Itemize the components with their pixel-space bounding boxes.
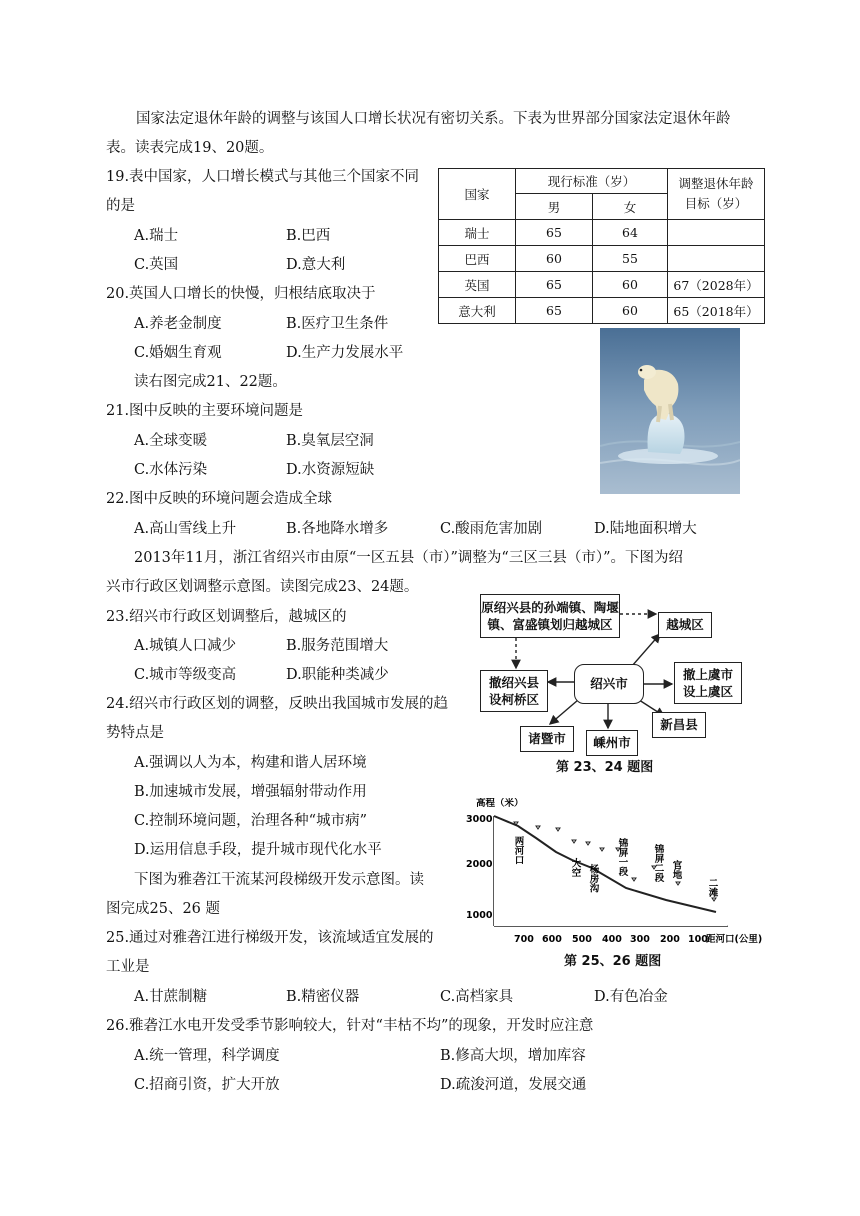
q25-option-d[interactable]: D.有色冶金: [594, 989, 668, 1005]
table-row: [439, 246, 765, 272]
station-guandi: 官地: [670, 860, 682, 879]
q22-option-d[interactable]: D.陆地面积增大: [594, 521, 697, 537]
intro25-line2: 图完成25、26 题: [106, 901, 221, 917]
intro-line2: 表。读表完成19、20题。: [106, 140, 274, 156]
cell-country: 意大利: [439, 298, 516, 324]
th-target: [668, 169, 765, 220]
table-row: [439, 298, 765, 324]
cell-country: 瑞士: [439, 220, 516, 246]
th-female: 女: [593, 194, 668, 220]
q22-stem: 22.图中反映的环境问题会造成全球: [106, 491, 333, 507]
q19-option-c[interactable]: C.英国: [134, 257, 179, 273]
q23-option-d[interactable]: D.职能种类减少: [286, 667, 389, 683]
figure-caption-23-24: 第 23、24 题图: [556, 760, 654, 775]
polar-bear-on-ice-photo: [600, 328, 740, 494]
cell-female: 55: [593, 246, 668, 272]
q19-stem: 19.表中国家，人口增长模式与其他三个国家不同: [106, 169, 420, 185]
box-transfer-towns: [480, 594, 620, 638]
xtick: 300: [630, 934, 650, 945]
station-jinping-1: 锦屏一段: [616, 838, 628, 876]
cell-target: 65（2018年）: [668, 298, 765, 324]
cell-female: 60: [593, 272, 668, 298]
ytick: 3000: [466, 814, 493, 825]
q24-stem: 24.绍兴市行政区划的调整，反映出我国城市发展的趋: [106, 696, 449, 712]
retirement-age-table: [438, 168, 765, 324]
q20-option-a[interactable]: A.养老金制度: [134, 316, 222, 332]
xtick: 200: [660, 934, 680, 945]
station-ertan: 二滩: [706, 878, 718, 897]
q21-option-a[interactable]: A.全球变暖: [134, 433, 208, 449]
q21-option-d[interactable]: D.水资源短缺: [286, 462, 375, 478]
q22-option-b[interactable]: B.各地降水增多: [286, 521, 389, 537]
th-current-standard: 现行标准（岁）: [516, 169, 668, 194]
box-shaoxing-city: 绍兴市: [574, 664, 644, 704]
cell-male: 60: [516, 246, 593, 272]
q26-option-a[interactable]: A.统一管理，科学调度: [134, 1048, 280, 1064]
shaoxing-admin-diagram: [470, 588, 770, 773]
q24-stem-cont: 势特点是: [106, 725, 164, 741]
q23-option-a[interactable]: A.城镇人口减少: [134, 638, 237, 654]
xtick: 500: [572, 934, 592, 945]
cell-female: 60: [593, 298, 668, 324]
q20-option-d[interactable]: D.生产力发展水平: [286, 345, 404, 361]
th-male: 男: [516, 194, 593, 220]
q19-option-a[interactable]: A.瑞士: [134, 228, 179, 244]
q25-option-b[interactable]: B.精密仪器: [286, 989, 360, 1005]
q20-stem: 20.英国人口增长的快慢，归根结底取决于: [106, 286, 376, 302]
station-dakong: 大空: [569, 858, 581, 877]
q21-option-b[interactable]: B.臭氧层空洞: [286, 433, 374, 449]
box-shengzhou: 嵊州市: [586, 730, 638, 756]
q26-option-d[interactable]: D.疏浚河道，发展交通: [440, 1077, 587, 1093]
intro23-line2: 兴市行政区划调整示意图。读图完成23、24题。: [106, 579, 419, 595]
cell-female: 64: [593, 220, 668, 246]
intro-line1: 国家法定退休年龄的调整与该国人口增长状况有密切关系。下表为世界部分国家法定退休年龄: [136, 111, 731, 127]
th-country: 国家: [439, 169, 516, 220]
q26-option-c[interactable]: C.招商引资，扩大开放: [134, 1077, 280, 1093]
yalong-river-profile: [466, 798, 766, 948]
box-keqiao-line1: 撤绍兴县: [488, 674, 539, 690]
read-instruction-21-22: 读右图完成21、22题。: [134, 374, 287, 390]
cell-male: 65: [516, 272, 593, 298]
box-keqiao: [480, 670, 548, 712]
cell-male: 65: [516, 220, 593, 246]
q20-option-b[interactable]: B.医疗卫生条件: [286, 316, 389, 332]
box-keqiao-line2: 设柯桥区: [488, 692, 539, 707]
cell-target: [668, 220, 765, 246]
ytick: 1000: [466, 910, 493, 921]
q19-option-b[interactable]: B.巴西: [286, 228, 331, 244]
cell-country: 巴西: [439, 246, 516, 272]
ylabel: 高程（米）: [476, 798, 524, 809]
figure-caption-25-26: 第 25、26 题图: [564, 954, 662, 969]
q23-stem: 23.绍兴市行政区划调整后，越城区的: [106, 609, 347, 625]
box-shangyu-line1: 撤上虞市: [682, 666, 733, 682]
table-row: [439, 220, 765, 246]
q26-option-b[interactable]: B.修高大坝，增加库容: [440, 1048, 586, 1064]
xtick: 400: [602, 934, 622, 945]
th-target-line2: 目标（岁）: [684, 196, 748, 211]
xlabel: 距河口(公里): [706, 934, 763, 945]
q25-stem-cont: 工业是: [106, 959, 150, 975]
q24-option-d[interactable]: D.运用信息手段，提升城市现代化水平: [134, 842, 382, 858]
ytick: 2000: [466, 859, 493, 870]
station-jinping-2: 锦屏二段: [652, 844, 664, 882]
q23-option-c[interactable]: C.城市等级变高: [134, 667, 237, 683]
box-yuecheng: 越城区: [658, 612, 712, 638]
q25-stem: 25.通过对雅砻江进行梯级开发，该流域适宜发展的: [106, 930, 434, 946]
cell-male: 65: [516, 298, 593, 324]
station-lianghekou: 两河口: [512, 836, 524, 865]
th-target-line1: 调整退休年龄: [678, 176, 754, 191]
q25-option-a[interactable]: A.甘蔗制糖: [134, 989, 208, 1005]
box-shangyu-line2: 设上虞区: [682, 684, 733, 699]
q19-stem-cont: 的是: [106, 198, 135, 214]
box-xinchang: 新昌县: [652, 712, 706, 738]
intro25-line1: 下图为雅砻江干流某河段梯级开发示意图。读: [134, 872, 424, 888]
box-transfer-towns-line2: 镇、富盛镇划归越城区: [487, 617, 613, 632]
q22-option-a[interactable]: A.高山雪线上升: [134, 521, 237, 537]
q20-option-c[interactable]: C.婚姻生育观: [134, 345, 222, 361]
cell-target: 67（2028年）: [668, 272, 765, 298]
q24-option-c[interactable]: C.控制环境问题，治理各种“城市病”: [134, 813, 368, 829]
table-row: [439, 272, 765, 298]
xtick: 600: [542, 934, 562, 945]
q23-option-b[interactable]: B.服务范围增大: [286, 638, 389, 654]
cell-country: 英国: [439, 272, 516, 298]
box-transfer-towns-line1: 原绍兴县的孙端镇、陶堰: [481, 599, 619, 615]
q19-option-d[interactable]: D.意大利: [286, 257, 346, 273]
q24-option-a[interactable]: A.强调以人为本，构建和谐人居环境: [134, 755, 367, 771]
q24-option-b[interactable]: B.加速城市发展，增强辐射带动作用: [134, 784, 367, 800]
q26-stem: 26.雅砻江水电开发受季节影响较大，针对“丰枯不均”的现象，开发时应注意: [106, 1018, 594, 1034]
q21-option-c[interactable]: C.水体污染: [134, 462, 208, 478]
box-zhuji: 诸暨市: [520, 726, 574, 752]
q22-option-c[interactable]: C.酸雨危害加剧: [440, 521, 543, 537]
xtick: 100: [688, 934, 708, 945]
box-shangyu: [674, 662, 742, 704]
xtick: 700: [514, 934, 534, 945]
q25-option-c[interactable]: C.高档家具: [440, 989, 514, 1005]
station-yangfanggou: 杨房沟: [587, 864, 599, 893]
cell-target: [668, 246, 765, 272]
intro23-line1: 2013年11月，浙江省绍兴市由原“一区五县（市）”调整为“三区三县（市）”。下图为绍: [134, 550, 684, 566]
q21-stem: 21.图中反映的主要环境问题是: [106, 403, 304, 419]
